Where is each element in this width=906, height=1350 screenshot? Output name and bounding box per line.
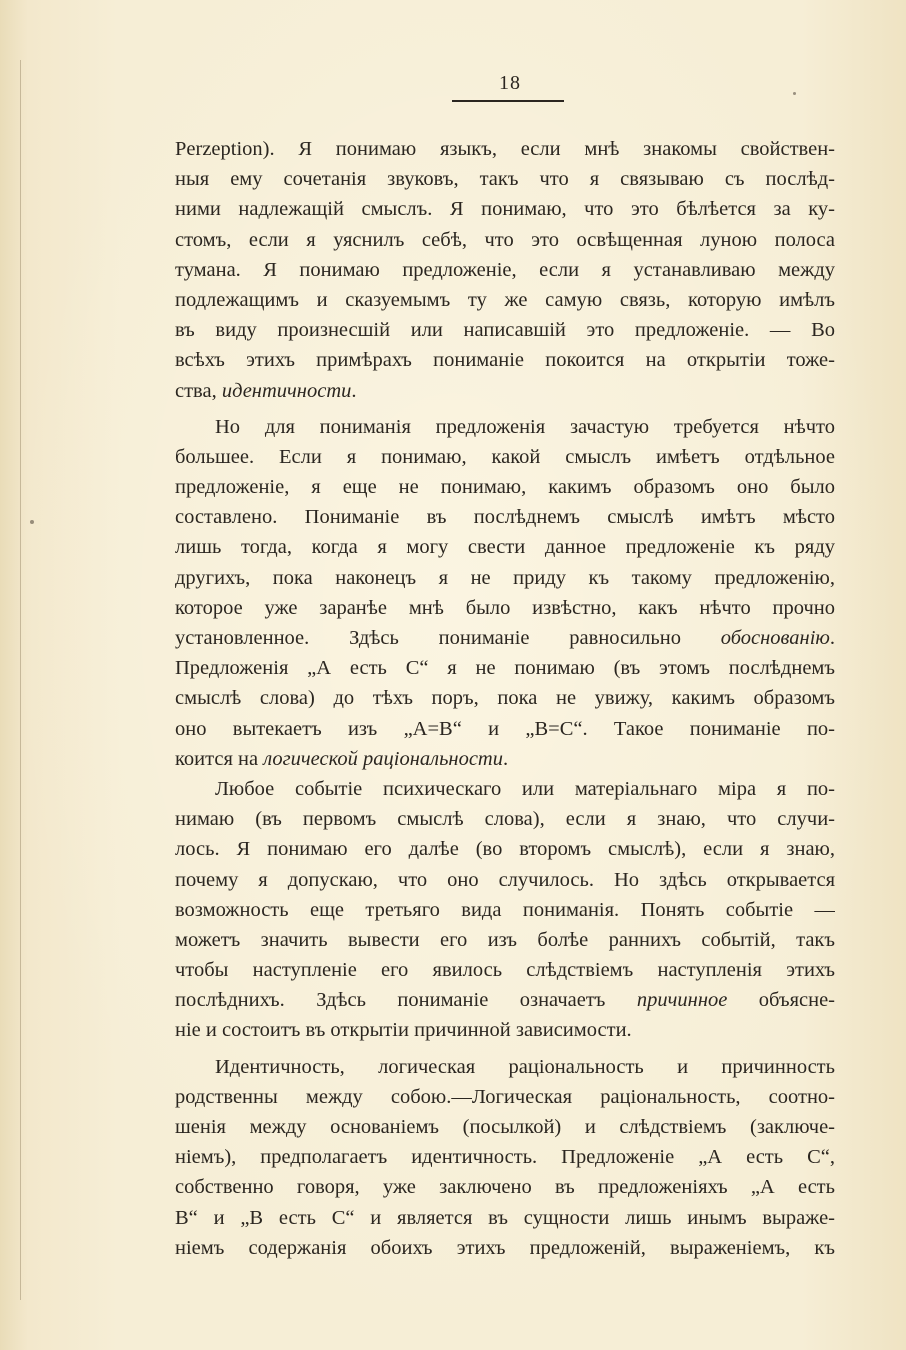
- page-edge-line: [20, 60, 21, 1300]
- text-line: В“ и „В есть С“ и является въ сущности лишь инымъ выраже-: [175, 1206, 835, 1229]
- text-line: всѣхъ этихъ примѣрахъ пониманіе покоится на открытіи тоже-: [175, 349, 835, 372]
- page-number-rule: [452, 100, 564, 102]
- text-line: родственны между собою.—Логическая раціональность, соотно-: [175, 1085, 835, 1108]
- text-line: ства, идентичности.: [175, 379, 357, 402]
- text-line: предложеніе, я еще не понимаю, какимъ образомъ оно было: [175, 476, 835, 499]
- text-line: ніе и состоитъ въ открытіи причинной зависимости.: [175, 1019, 632, 1042]
- text-line: которое уже заранѣе мнѣ было извѣстно, какъ нѣчто прочно: [175, 596, 835, 619]
- text-line: ними надлежащій смыслъ. Я понимаю, что это бѣлѣется за ку-: [175, 198, 835, 221]
- text-line: Perzeption). Я понимаю языкъ, если мнѣ знакомы свойствен-: [175, 138, 835, 160]
- text-line: можетъ значить вывести его изъ болѣе раннихъ событій, такъ: [175, 928, 835, 951]
- text-line: лось. Я понимаю его далѣе (во второмъ смыслѣ), если я знаю,: [175, 838, 835, 861]
- emphasis: причинное: [636, 989, 728, 1012]
- text-line: ніемъ), предполагаетъ идентичность. Предложеніе „А есть С“,: [175, 1146, 835, 1169]
- emphasis: обоснованію: [720, 627, 830, 649]
- text-line: нимаю (въ первомъ смыслѣ слова), если я знаю, что случи-: [175, 808, 835, 831]
- text-line: тумана. Я понимаю предложеніе, если я устанавливаю между: [175, 258, 835, 281]
- text-line: большее. Если я понимаю, какой смыслъ имѣетъ отдѣльное: [175, 445, 835, 468]
- paragraph-start-line: Любое событіе психическаго или матеріальнаго міра я по-: [215, 777, 835, 800]
- text-line: собственно говоря, уже заключено въ предложеніяхъ „А есть: [175, 1176, 835, 1199]
- text-line: почему я допускаю, что оно случилось. Но здѣсь открывается: [175, 868, 835, 891]
- emphasis: идентичности: [221, 379, 352, 402]
- text-line: лишь тогда, когда я могу свести данное предложеніе къ ряду: [175, 536, 835, 559]
- body-text: [175, 134, 835, 1263]
- text-line: Предложенія „А есть С“ я не понимаю (въ этомъ послѣднемъ: [175, 657, 835, 680]
- text-line: возможность еще третьяго вида пониманія. Понять событіе —: [175, 898, 835, 921]
- text-line: составлено. Пониманіе въ послѣднемъ смыслѣ имѣтъ мѣсто: [175, 506, 835, 529]
- text-line: установленное. Здѣсь пониманіе равносильно обоснованію.: [175, 627, 835, 649]
- text-line: въ виду произнесшій или написавшій это предложеніе. — Во: [175, 319, 835, 342]
- text-line: ныя ему сочетанія звуковъ, такъ что я связываю съ послѣд-: [175, 168, 835, 191]
- paragraph-start-line: Но для пониманія предложенія зачастую требуется нѣчто: [215, 415, 835, 438]
- text-line: стомъ, если я уяснилъ себѣ, что это освѣщенная луною полоса: [175, 228, 835, 251]
- text-line: смыслѣ слова) до тѣхъ поръ, пока не увижу, какимъ образомъ: [175, 687, 835, 710]
- text-line: подлежащимъ и сказуемымъ ту же самую связь, которую имѣлъ: [175, 288, 835, 311]
- text-line: другихъ, пока наконецъ я не приду къ такому предложенію,: [175, 566, 835, 589]
- paragraph-start-line: Идентичность, логическая раціональность и причинность: [215, 1055, 835, 1078]
- text-line: послѣднихъ. Здѣсь пониманіе означаетъ причинное объясне-: [175, 989, 835, 1012]
- text-line: оно вытекаетъ изъ „А=В“ и „В=С“. Такое пониманіе по-: [175, 717, 835, 740]
- paper-speck: [30, 520, 34, 524]
- text-line: чтобы наступленіе его явилось слѣдствіемъ наступленія этихъ: [175, 959, 835, 982]
- text-line: ніемъ содержанія обоихъ этихъ предложеній, выраженіемъ, къ: [175, 1236, 835, 1259]
- page-number: 18: [499, 72, 521, 94]
- text-line: коится на логической раціональности.: [175, 747, 509, 770]
- emphasis: логической раціональности: [263, 747, 503, 770]
- text-line: шенія между основаніемъ (посылкой) и слѣдствіемъ (заключе-: [175, 1116, 835, 1138]
